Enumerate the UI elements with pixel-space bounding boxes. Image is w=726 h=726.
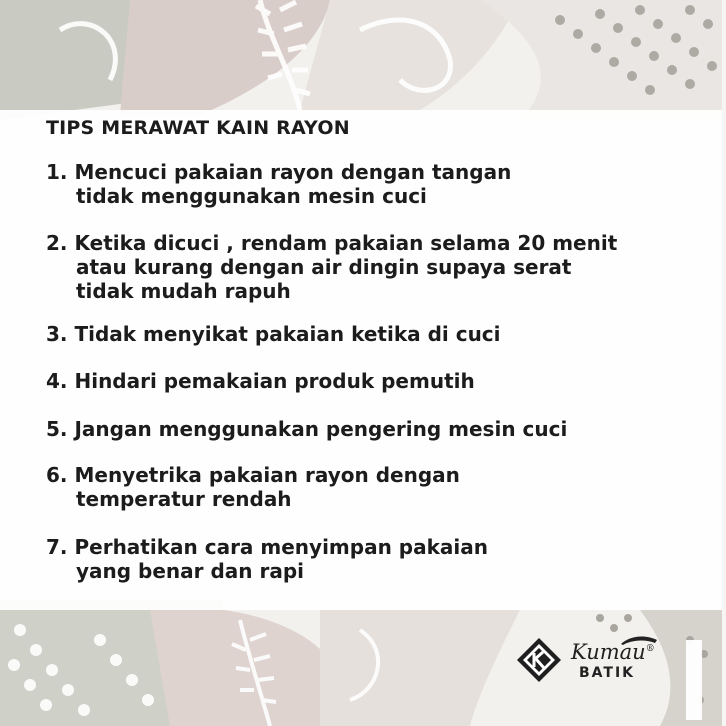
page-title: TIPS MERAWAT KAIN RAYON (46, 117, 350, 139)
tip-item-5 (46, 417, 567, 441)
tip-item-6 (46, 463, 460, 511)
tip-item-3 (46, 322, 501, 346)
tip-7-line-1: 7. Perhatikan cara menyimpan pakaian (46, 535, 488, 559)
brand-logo (515, 632, 685, 692)
tip-1-line-2: tidak menggunakan mesin cuci (76, 184, 427, 208)
tip-item-1 (46, 160, 511, 208)
tip-6-line-2: temperatur rendah (76, 487, 292, 511)
right-edge (722, 0, 726, 726)
tip-7-line-2: yang benar dan rapi (76, 559, 305, 583)
tip-4-line-1: 4. Hindari pemakaian produk pemutih (46, 369, 475, 393)
tip-6-line-1: 6. Menyetrika pakaian rayon dengan (46, 463, 460, 487)
brand-name-script: Kumau® (571, 640, 655, 664)
tip-item-2 (46, 231, 617, 303)
brand-word: BATIK (579, 665, 636, 681)
tip-2-line-2: atau kurang dengan air dingin supaya serat (76, 255, 572, 279)
tip-2-line-3: tidak mudah rapuh (76, 279, 291, 303)
tip-item-7 (46, 535, 488, 583)
tip-5-line-1: 5. Jangan menggunakan pengering mesin cuci (46, 417, 568, 441)
tip-item-4 (46, 369, 475, 393)
tip-2-line-1: 2. Ketika dicuci , rendam pakaian selama 20 menit (46, 231, 618, 255)
brand-emblem-icon (515, 636, 563, 684)
tip-3-line-1: 3. Tidak menyikat pakaian ketika di cuci (46, 322, 501, 346)
tip-1-line-1: 1. Mencuci pakaian rayon dengan tangan (46, 160, 512, 184)
